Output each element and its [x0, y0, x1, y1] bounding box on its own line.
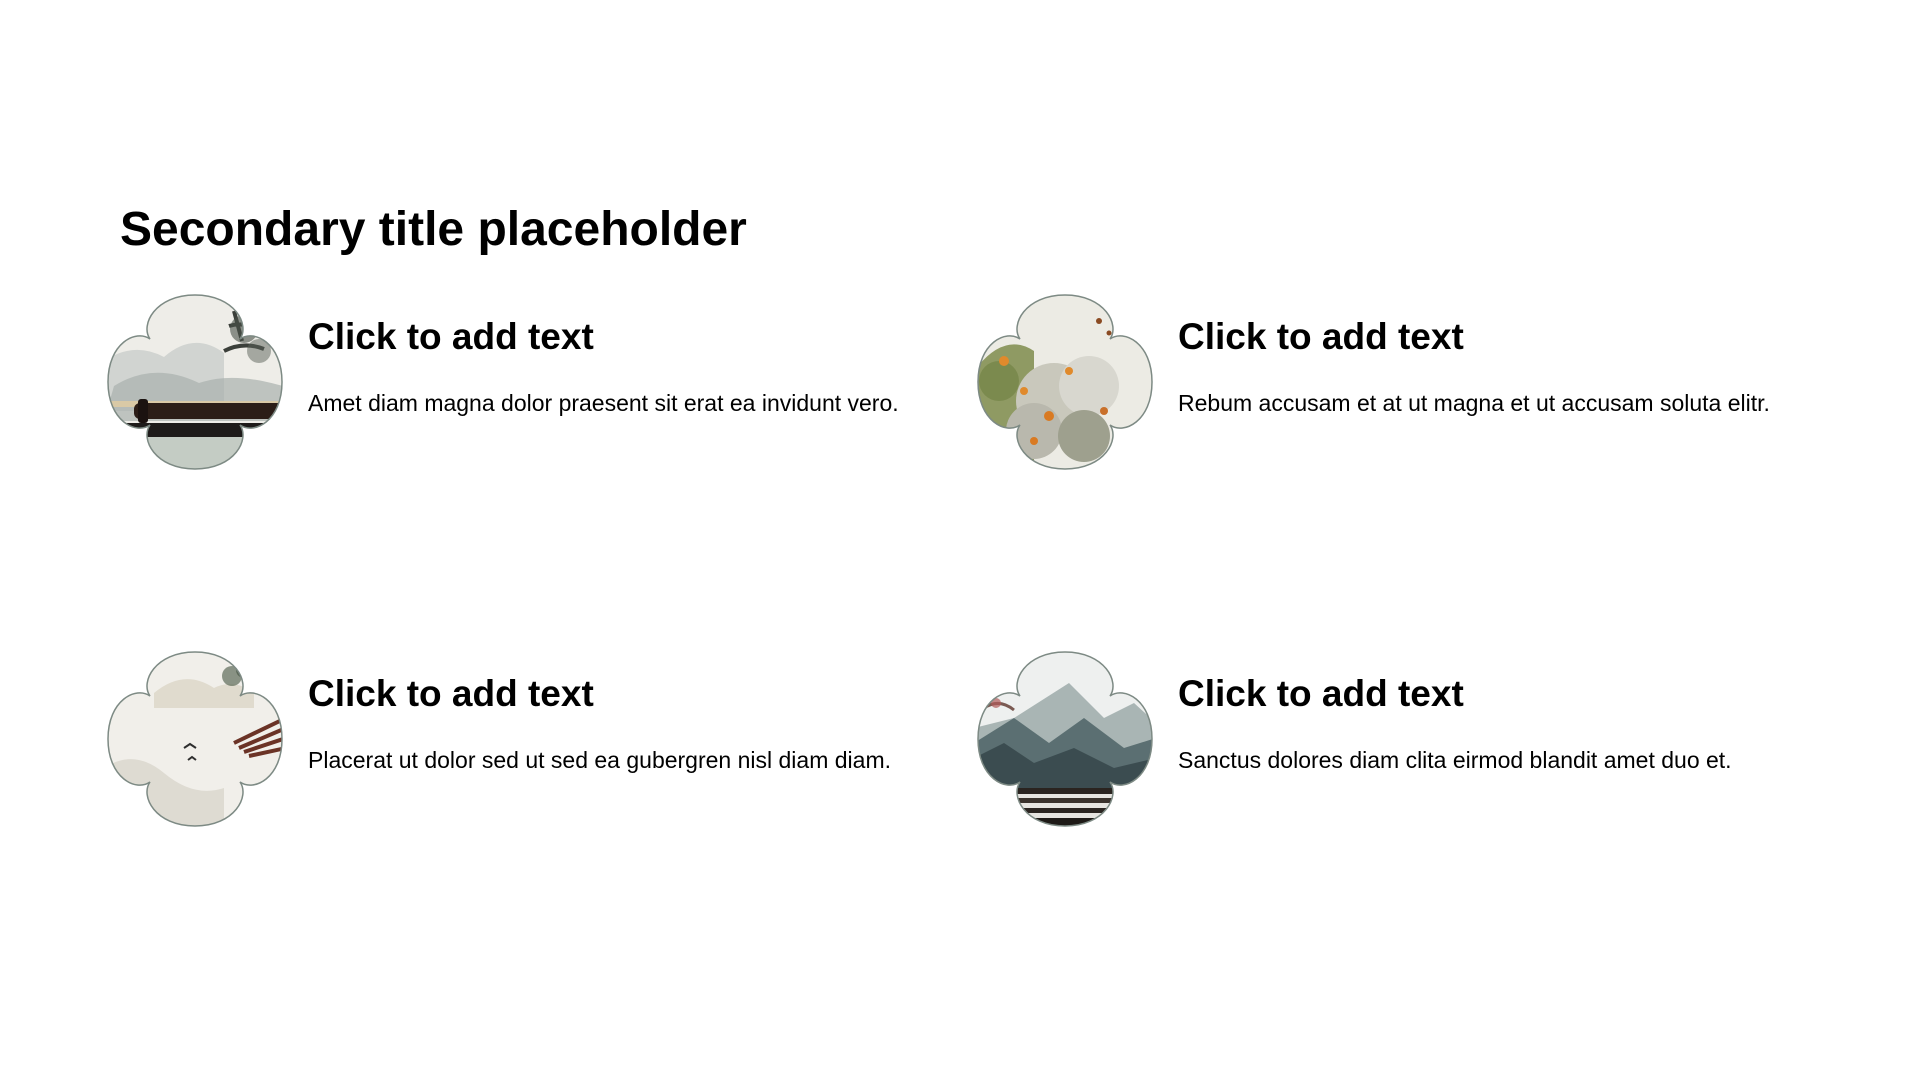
ink-landscape-flute-image — [104, 291, 286, 473]
item-body-text[interactable]: Amet diam magna dolor praesent sit erat ea invidunt vero. — [308, 390, 899, 416]
item-heading[interactable]: Click to add text — [308, 316, 594, 357]
ink-mist-birds-image — [104, 648, 286, 830]
ink-mountains-image — [974, 648, 1156, 830]
item-body-text[interactable]: Sanctus dolores diam clita eirmod blandit amet duo et. — [1178, 747, 1732, 773]
page-title: Secondary title placeholder — [120, 203, 747, 256]
item-body-text[interactable]: Rebum accusam et at ut magna et ut accusam soluta elitr. — [1178, 390, 1770, 416]
item-heading[interactable]: Click to add text — [1178, 673, 1464, 714]
content-item — [974, 648, 1834, 830]
item-heading[interactable]: Click to add text — [1178, 316, 1464, 357]
content-item — [974, 291, 1834, 473]
item-body-text[interactable]: Placerat ut dolor sed ut sed ea gubergren nisl diam diam. — [308, 747, 891, 773]
content-item — [104, 648, 964, 830]
item-heading[interactable]: Click to add text — [308, 673, 594, 714]
content-item — [104, 291, 964, 473]
ink-flowers-image — [974, 291, 1156, 473]
